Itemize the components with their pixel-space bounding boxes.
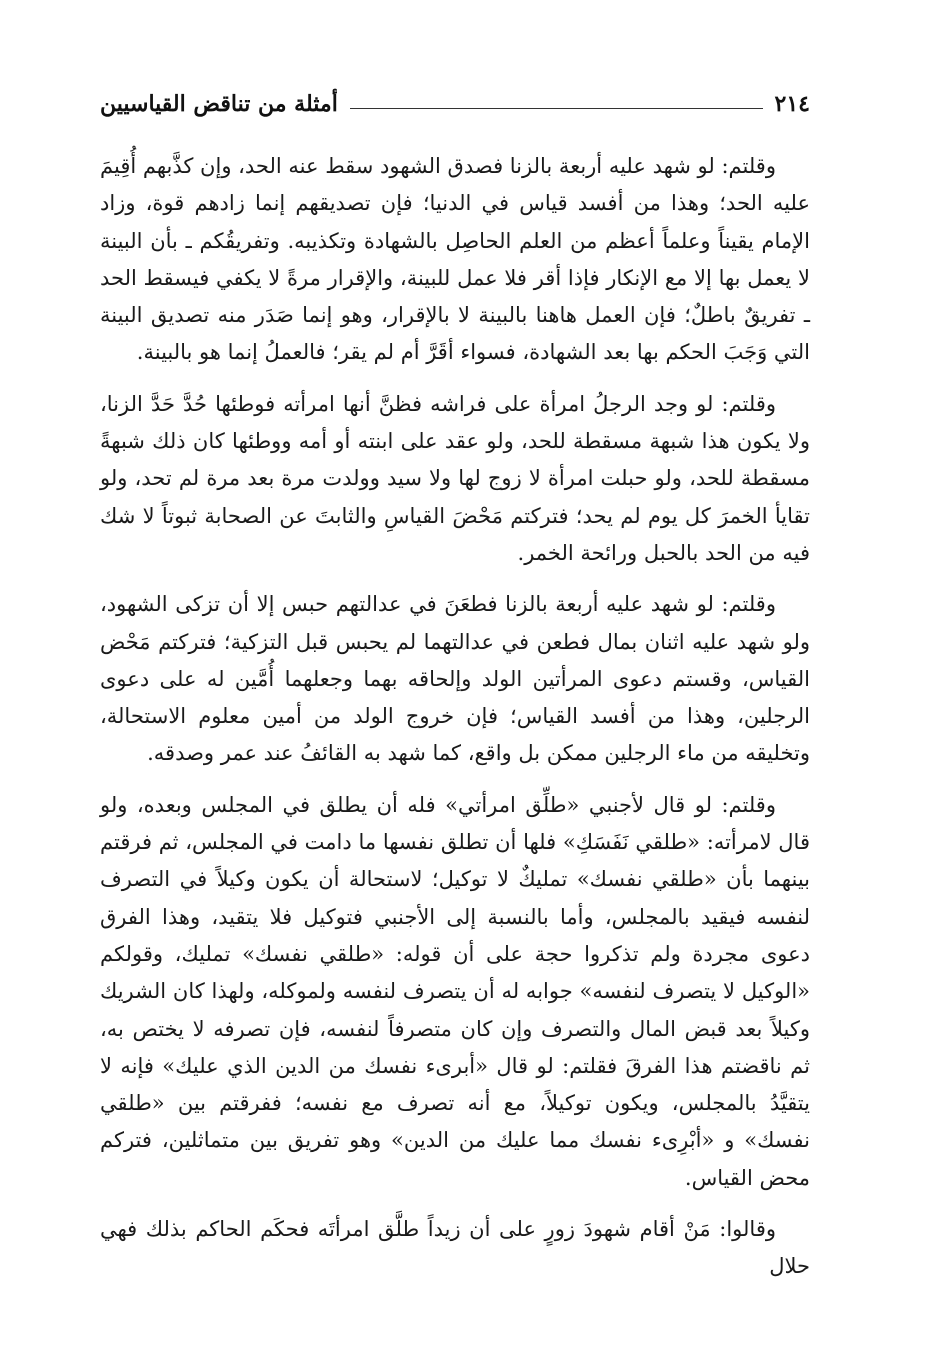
running-header (100, 86, 810, 122)
paragraph: وقلتم: لو قال لأجنبي «طلِّق امرأتي» فله أن يطلق في المجلس وبعده، ولو قال لامرأته: «طلقي نَفَسَكِ» فلها أن تطلق نفسها ما دامت في المجلس، ثم فرقتم بينهما بأن «طلقي نفسك» تمليكٌ لا توكيل؛ لاستحالة أن يكون وكيلاً في التصرف لنفسه فيقيد بالمجلس، وأما بالنسبة إلى الأجنبي فتوكيل فلا يتقيد، وهذا الفرق دعوى مجردة ولم تذكروا حجة على أن قوله: «طلقي نفسك» تمليك، وقولكم «الوكيل لا يتصرف لنفسه» جوابه له أن يتصرف لنفسه ولموكله، ولهذا كان الشريك وكيلاً بعد قبض المال والتصرف وإن كان متصرفاً لنفسه، فإن تصرفه لا يختص به، ثم ناقضتم هذا الفرقَ فقلتم: لو قال «أبرىء نفسك من الدين الذي عليك» فإنه لا يتقيَّدُ بالمجلس، ويكون توكيلاً، مع أنه تصرف مع نفسه؛ ففرقتم بين «طلقي نفسك» و «أبْرِىء نفسك مما عليك من الدين» وهو تفريق بين متماثلين، فتركم محض القياس. (100, 792, 810, 1190)
paragraph: وقلتم: لو وجد الرجلُ امرأة على فراشه فظنَّ أنها امرأته فوطئها حُدَّ حَدَّ الزنا، ولا يكون هذا شبهة مسقطة للحد، ولو عقد على ابنته أو أمه ووطئها كان ذلك شبهةً مسقطة للحد، ولو حبلت امرأة لا زوج لها ولا سيد وولدت مرة بعد مرة لم تحد، ولو تقايأ الخمرَ كل يوم لم يحد؛ فتركتم مَحْضَ القياسِ والثابتَ عن الصحابة ثبوتاً لا شك فيه من الحد بالحبل ورائحة الخمر. (100, 391, 810, 565)
chapter-title: أمثلة من تناقض القياسيين (100, 91, 338, 117)
paragraph: وقلتم: لو شهد عليه أربعة بالزنا فصدق الشهود سقط عنه الحد، وإن كذَّبهم أُقِيمَ عليه الحد؛ وهذا من أفسد قياس في الدنيا؛ فإن تصديقهم إنما زادهم قوة، وزاد الإمام يقيناً وعلماً أعظم من العلم الحاصِل بالشهادة وتكذيبه. وتفريقُكم ـ بأن البينة لا يعمل بها إلا مع الإنكار فإذا أقر فلا عمل للبينة، والإقرار مرةً لا يكفي فيسقط الحد ـ تفريقٌ باطلٌ؛ فإن العمل هاهنا بالبينة لا بالإقرار، وهو إنما صَدَر منه تصديق البينة التي وَجَبَ الحكم بها بعد الشهادة، فسواء أقَرَّ أم لم يقر؛ فالعملُ إنما هو بالبينة. (100, 154, 810, 365)
paragraph: وقلتم: لو شهد عليه أربعة بالزنا فطعَنَ في عدالتهم حبس إلا أن تزكى الشهود، ولو شهد عليه اثنان بمال فطعن في عدالتهما لم يحبس قبل التزكية؛ فتركتم مَحْض القياس، وقستم دعوى المرأتين الولد وإلحاقه بهما وجعلهما أُمَّين له على دعوى الرجلين، وهذا من أفسد القياس؛ فإن خروج الولد من أمين معلوم الاستحالة، وتخليقه من ماء الرجلين ممكن بل واقع، كما شهد به القائفُ عند عمر وصدقه. (100, 592, 810, 766)
body-text (100, 148, 810, 1286)
paragraph: وقالوا: مَنْ أقام شهودَ زورٍ على أن زيداً طلَّق امرأتَه فحكَم الحاكم بذلك فهي حلال (100, 1217, 810, 1279)
page-number: ٢١٤ (774, 91, 810, 117)
header-rule (350, 108, 763, 109)
